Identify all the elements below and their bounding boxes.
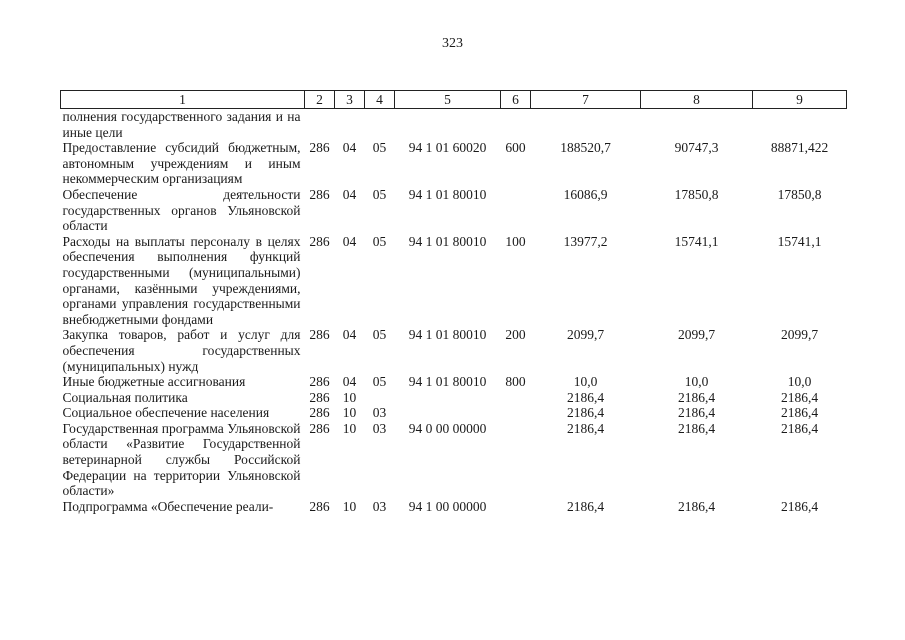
row-cell-2	[305, 109, 335, 141]
row-cell-5: 94 1 01 80010	[408, 374, 487, 390]
row-cell-7: 2186,4	[566, 389, 605, 405]
header-col-6: 6	[501, 91, 531, 109]
row-cell-7: 13977,2	[563, 233, 608, 249]
row-cell-4: 03	[372, 498, 387, 514]
row-cell-4: 05	[372, 327, 387, 343]
row-cell-8: 15741,1	[674, 233, 719, 249]
row-cell-2: 286	[309, 405, 330, 421]
row-name: Социальное обеспечение населения	[62, 405, 270, 421]
row-cell-6	[501, 405, 531, 421]
row-cell-3: 10	[342, 498, 357, 514]
row-cell-9	[753, 109, 847, 141]
table-row	[61, 187, 847, 234]
row-name: Обеспечение деятельности государственных органов Ульяновской области	[62, 186, 301, 234]
row-cell-5: 94 0 00 00000	[408, 420, 487, 436]
row-cell-4: 05	[372, 374, 387, 390]
row-cell-6	[501, 421, 531, 499]
row-cell-3: 04	[342, 140, 357, 156]
row-cell-8: 90747,3	[674, 140, 719, 156]
row-cell-7: 2186,4	[566, 405, 605, 421]
row-cell-7: 2099,7	[566, 327, 605, 343]
row-cell-2: 286	[309, 186, 330, 202]
row-cell-3: 04	[342, 374, 357, 390]
row-cell-2: 286	[309, 233, 330, 249]
page-number: 323	[442, 36, 463, 51]
row-cell-8: 2186,4	[677, 405, 716, 421]
row-cell-5: 94 1 01 60020	[408, 140, 487, 156]
row-cell-5	[395, 390, 501, 406]
row-cell-8: 2186,4	[677, 389, 716, 405]
row-cell-4: 05	[372, 140, 387, 156]
row-cell-2: 286	[309, 389, 330, 405]
row-cell-8: 2186,4	[677, 420, 716, 436]
row-cell-9: 2186,4	[780, 498, 819, 514]
row-cell-8: 2099,7	[677, 327, 716, 343]
row-cell-7: 2186,4	[566, 420, 605, 436]
table-row	[61, 499, 847, 515]
row-cell-2: 286	[309, 420, 330, 436]
row-cell-4: 05	[372, 233, 387, 249]
row-cell-2: 286	[309, 140, 330, 156]
row-cell-4	[365, 109, 395, 141]
row-cell-3: 04	[342, 233, 357, 249]
row-name: полнения государственного задания и на иные цели	[62, 109, 301, 140]
row-cell-4: 03	[372, 405, 387, 421]
row-cell-9: 17850,8	[777, 186, 822, 202]
row-cell-7: 16086,9	[563, 186, 608, 202]
table-row	[61, 421, 847, 499]
row-cell-9: 88871,422	[770, 140, 829, 156]
row-name: Подпрограмма «Обеспечение реали-	[62, 498, 274, 514]
header-col-3: 3	[335, 91, 365, 109]
row-cell-2: 286	[309, 374, 330, 390]
header-col-4: 4	[365, 91, 395, 109]
row-name: Закупка товаров, работ и услуг для обеспечения государственных (муниципальных) нужд	[62, 327, 301, 374]
row-cell-5: 94 1 00 00000	[408, 498, 487, 514]
row-cell-6	[501, 499, 531, 515]
header-col-1: 1	[61, 91, 305, 109]
row-cell-9: 2186,4	[780, 420, 819, 436]
table-body	[61, 109, 847, 515]
header-col-2: 2	[305, 91, 335, 109]
row-name: Иные бюджетные ассигнования	[62, 374, 246, 390]
row-cell-6	[501, 109, 531, 141]
row-cell-3: 04	[342, 186, 357, 202]
table-row	[61, 374, 847, 390]
row-cell-3: 10	[342, 405, 357, 421]
row-cell-7	[531, 109, 641, 141]
header-col-7: 7	[531, 91, 641, 109]
row-cell-6	[501, 187, 531, 234]
budget-table	[60, 90, 847, 514]
row-cell-2: 286	[309, 498, 330, 514]
row-cell-4	[365, 390, 395, 406]
row-name: Предоставление субсидий бюджетным, автономным учреждениям и иным некоммерческим организациям	[62, 140, 301, 187]
row-cell-9: 2186,4	[780, 389, 819, 405]
row-cell-5: 94 1 01 80010	[408, 327, 487, 343]
row-name: Социальная политика	[62, 389, 188, 405]
row-cell-3: 10	[342, 420, 357, 436]
row-cell-6: 100	[505, 233, 526, 249]
table-header	[61, 91, 847, 109]
row-cell-3	[335, 109, 365, 141]
row-cell-4: 03	[372, 420, 387, 436]
row-cell-5	[395, 109, 501, 141]
row-cell-8: 10,0	[684, 374, 709, 390]
row-cell-6: 600	[505, 140, 526, 156]
table-row	[61, 327, 847, 374]
header-col-9: 9	[753, 91, 847, 109]
table-row	[61, 234, 847, 328]
row-cell-9: 2099,7	[780, 327, 819, 343]
row-cell-5: 94 1 01 80010	[408, 186, 487, 202]
row-cell-7: 10,0	[573, 374, 598, 390]
row-name: Расходы на выплаты персоналу в целях обеспечения выполнения функций государственными (муниципальными) органами, казёнными учреждениями, органами управления государственными внебюджетными фондами	[62, 233, 301, 327]
row-cell-8: 17850,8	[674, 186, 719, 202]
row-cell-9: 2186,4	[780, 405, 819, 421]
row-cell-9: 10,0	[787, 374, 812, 390]
row-cell-6: 800	[505, 374, 526, 390]
row-cell-7: 188520,7	[560, 140, 611, 156]
table-row	[61, 140, 847, 187]
row-cell-9: 15741,1	[777, 233, 822, 249]
row-cell-8	[641, 109, 753, 141]
header-col-5: 5	[395, 91, 501, 109]
row-cell-3: 04	[342, 327, 357, 343]
table-row	[61, 405, 847, 421]
header-col-8: 8	[641, 91, 753, 109]
row-cell-8: 2186,4	[677, 498, 716, 514]
row-cell-6	[501, 390, 531, 406]
row-cell-3: 10	[342, 389, 357, 405]
row-name: Государственная программа Ульяновской области «Развитие Государственной ветеринарной службы Российской Федерации на территории Ульяновской области»	[62, 420, 301, 499]
table-row	[61, 109, 847, 141]
row-cell-2: 286	[309, 327, 330, 343]
row-cell-4: 05	[372, 186, 387, 202]
row-cell-5	[395, 405, 501, 421]
table-row	[61, 390, 847, 406]
row-cell-7: 2186,4	[566, 498, 605, 514]
row-cell-6: 200	[505, 327, 526, 343]
row-cell-5: 94 1 01 80010	[408, 233, 487, 249]
